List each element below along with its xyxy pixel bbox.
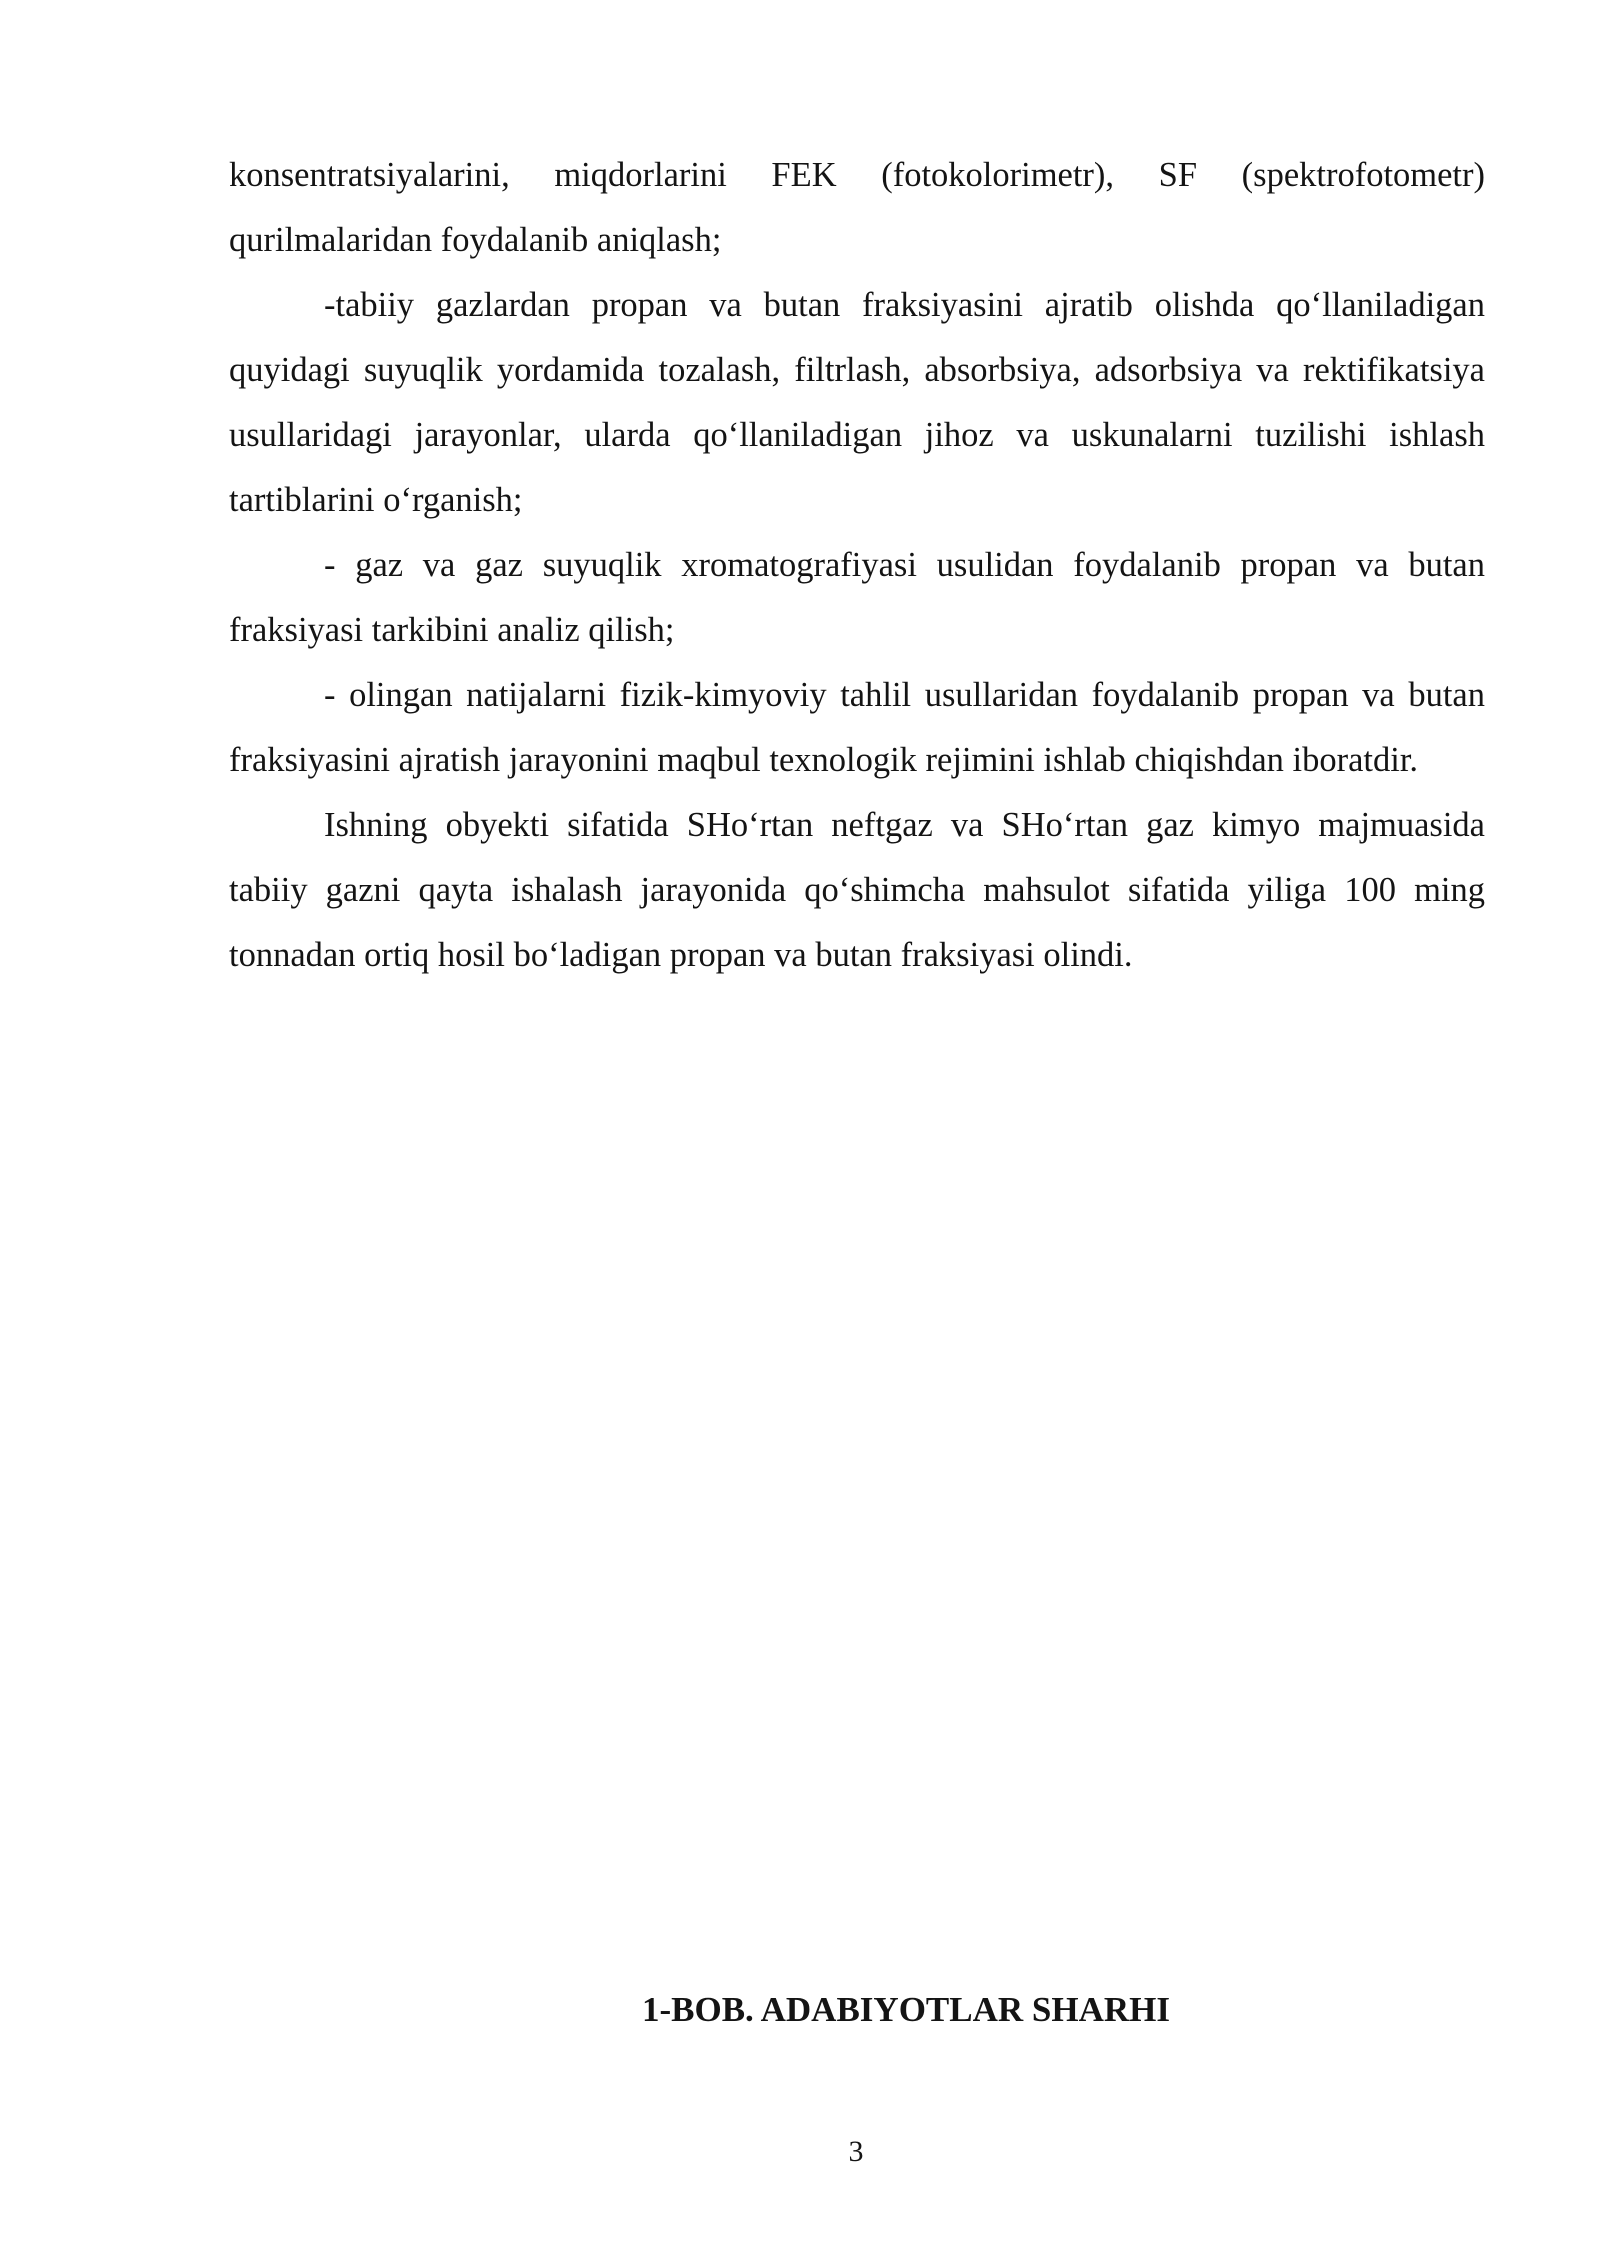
body-text xyxy=(229,143,1485,988)
page-number: 3 xyxy=(848,2135,864,2168)
paragraph-technological-regime: - olingan natijalarni fizik-kimyoviy tahlil usullaridan foydalanib propan va butan fraksiyasini ajratish jarayonini maqbul texnologik rejimini ishlab chiqishdan iboratdir. xyxy=(229,676,1485,779)
paragraph-purification-methods: -tabiiy gazlardan propan va butan fraksiyasini ajratib olishda qo‘llaniladigan quyidagi suyuqlik yordamida tozalash, filtrlash, absorbsiya, adsorbsiya va rektifikatsiya usullaridagi jarayonlar, ularda qo‘llaniladigan jihoz va uskunalarni tuzilishi ishlash tartiblarini o‘rganish; xyxy=(229,286,1485,519)
paragraph-continuation: konsentratsiyalarini, miqdorlarini FEK (fotokolorimetr), SF (spektrofotometr) qurilmalaridan foydalanib aniqlash; xyxy=(229,156,1485,259)
paragraph-chromatography-analysis: - gaz va gaz suyuqlik xromatografiyasi usulidan foydalanib propan va butan fraksiyasi tarkibini analiz qilish; xyxy=(229,546,1485,649)
chapter-heading: 1-BOB. ADABIYOTLAR SHARHI xyxy=(641,1990,1170,2029)
paragraph-research-object: Ishning obyekti sifatida SHo‘rtan neftgaz va SHo‘rtan gaz kimyo majmuasida tabiiy gazni qayta ishalash jarayonida qo‘shimcha mahsulot sifatida yiliga 100 ming tonnadan ortiq hosil bo‘ladigan propan va butan fraksiyasi olindi. xyxy=(229,806,1485,974)
